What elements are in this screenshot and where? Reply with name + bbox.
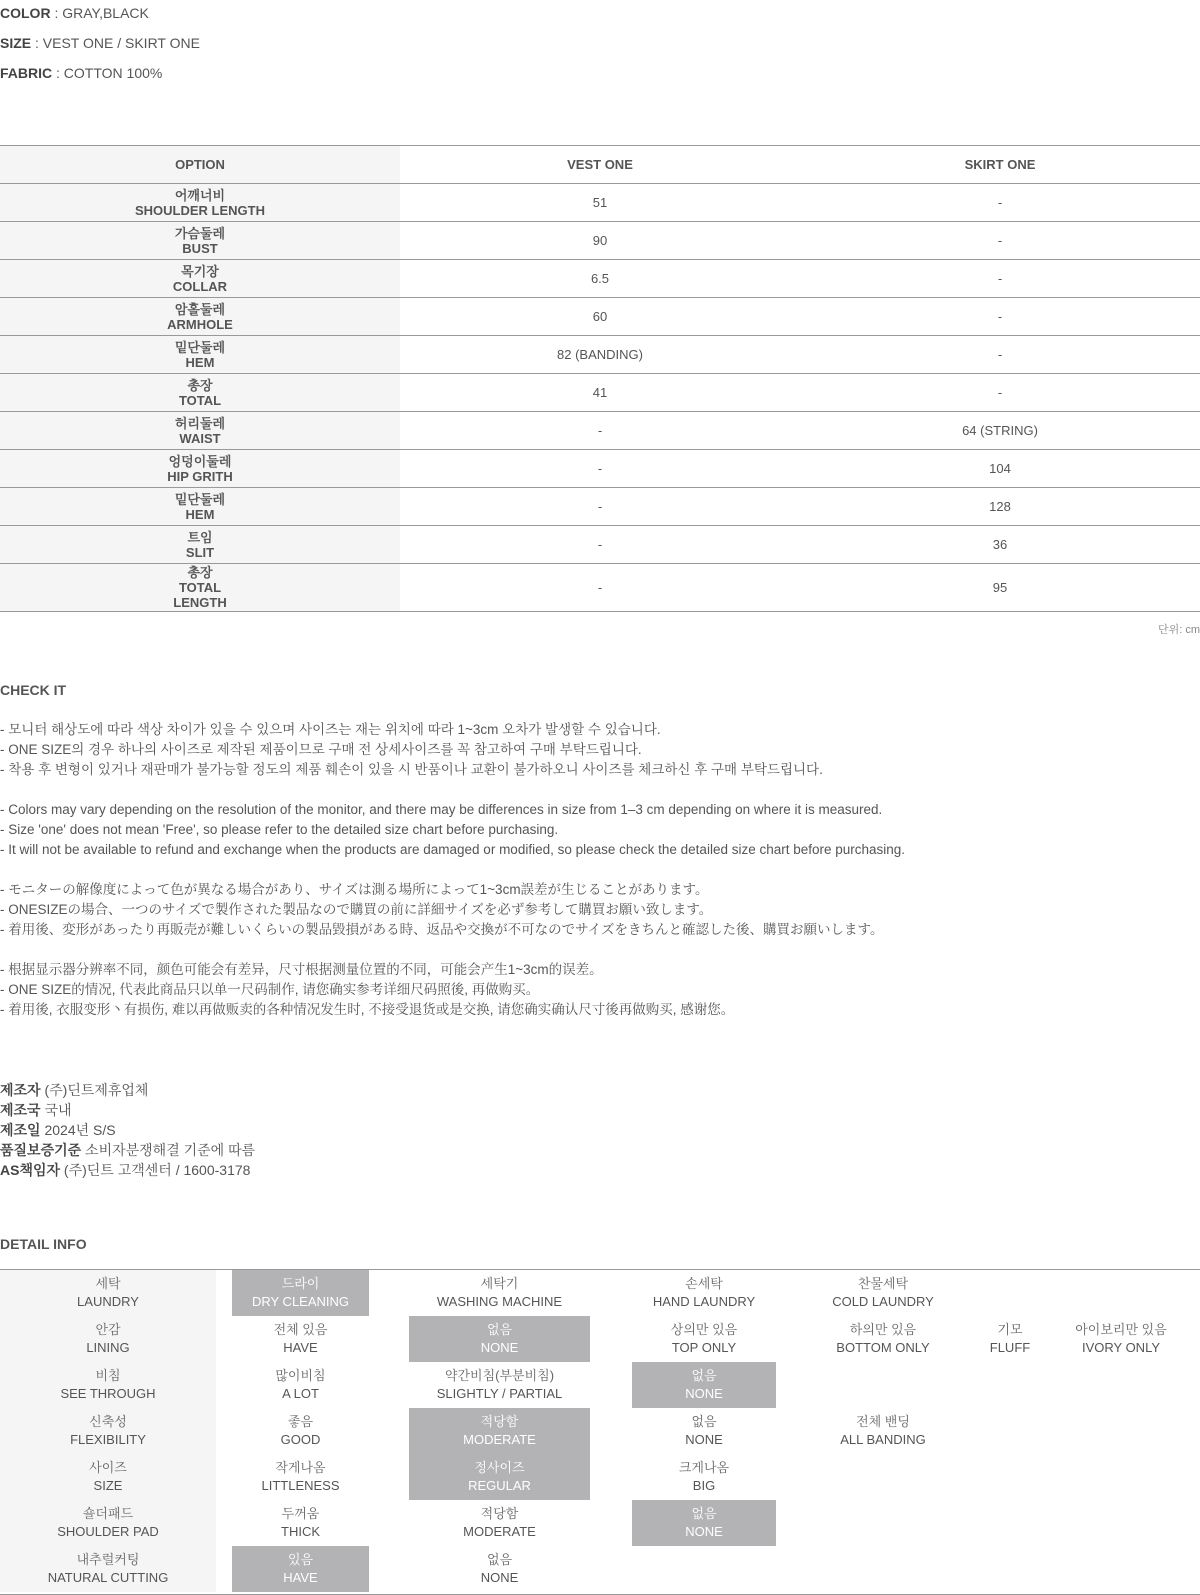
detail-option-en: A LOT: [282, 1386, 319, 1401]
note-group: [0, 800, 1200, 860]
note-line: - 着用後, 衣服变形丶有损伤, 难以再做贩卖的各种情况发生时, 不接受退货或是交换, 请您确实确认尺寸後再做购买, 感谢您。: [0, 1002, 735, 1017]
column-header-vest: VEST ONE: [400, 146, 800, 184]
table-row: [0, 222, 1200, 260]
check-it-notes: [0, 720, 1200, 1040]
spec-separator: :: [50, 5, 63, 21]
detail-option-ko: 전체 있음: [273, 1322, 328, 1337]
spec-label: FABRIC: [0, 65, 53, 81]
detail-option-ko: 기모: [997, 1322, 1023, 1337]
detail-option-en: WASHING MACHINE: [436, 1294, 563, 1309]
vest-value-cell: 51: [400, 184, 800, 222]
detail-option-en: FLUFF: [989, 1340, 1031, 1355]
detail-option-en: NONE: [685, 1432, 723, 1447]
skirt-value-cell: 95: [800, 564, 1200, 612]
detail-row-header: [0, 1362, 216, 1408]
detail-header-en: LINING: [86, 1340, 130, 1355]
note-line: - 根据显示器分辨率不同，颜色可能会有差异，尺寸根据测量位置的不同，可能会产生1~3cm的误差。: [0, 962, 603, 977]
detail-row-header: [0, 1500, 216, 1546]
option-cell: [0, 298, 400, 336]
detail-option-ko: 적당함: [480, 1506, 519, 1521]
maker-row: [0, 1160, 255, 1180]
detail-header-en: FLEXIBILITY: [70, 1432, 146, 1447]
detail-row-header: [0, 1546, 216, 1592]
maker-value: (주)딘트 고객센터 / 1600-3178: [63, 1162, 251, 1178]
detail-row: [0, 1408, 1200, 1454]
detail-option-en: REGULAR: [468, 1478, 531, 1493]
note-line: - Colors may vary depending on the resolution of the monitor, and there may be differences in size from 1–3 cm depending on where it is measured.: [0, 802, 883, 817]
detail-option-ko: 좋음: [287, 1414, 314, 1429]
detail-row: [0, 1454, 1200, 1500]
maker-row: [0, 1100, 255, 1120]
option-name-en: HEM: [185, 506, 215, 522]
maker-value: 국내: [44, 1102, 72, 1118]
note-line: - ONESIZEの場合、一つのサイズで製作された製品なので購買の前に詳細サイズを必ず参考して購買お願い致します。: [0, 902, 713, 917]
detail-option: [960, 1316, 1060, 1362]
detail-option-en: HAND LAUNDRY: [652, 1294, 756, 1309]
detail-option: [409, 1546, 590, 1592]
detail-option-en: TOP ONLY: [671, 1340, 737, 1355]
option-name-ko: 가슴둘레: [174, 225, 226, 241]
table-row: [0, 564, 1200, 612]
detail-option-en: ALL BANDING: [840, 1432, 926, 1447]
skirt-value-cell: -: [800, 222, 1200, 260]
maker-value: 소비자분쟁해결 기준에 따름: [85, 1142, 256, 1158]
option-cell: [0, 184, 400, 222]
spec-label: COLOR: [0, 5, 51, 21]
detail-option-en: BOTTOM ONLY: [836, 1340, 930, 1355]
detail-option: [632, 1454, 776, 1500]
option-name-ko: 어깨너비: [174, 187, 226, 203]
option-name-ko: 허리둘레: [174, 415, 226, 431]
maker-row: [0, 1120, 255, 1140]
detail-option-ko: 약간비침(부분비침): [444, 1368, 555, 1383]
skirt-value-cell: -: [800, 298, 1200, 336]
detail-option-ko: 적당함: [480, 1414, 519, 1429]
note-line: - 着用後、変形があったり再販売が難しいくらいの製品毀損がある時、返品や交換が不可なのでサイズをきちんと確認した後、購買お願いします。: [0, 922, 884, 937]
option-name-ko: 엉덩이둘레: [168, 453, 232, 469]
detail-row-header: [0, 1270, 216, 1316]
note-line: - It will not be available to refund and exchange when the products are damaged or modified, so please check the detailed size chart before purchasing.: [0, 842, 906, 857]
detail-option-en: BIG: [692, 1478, 716, 1493]
detail-option: [232, 1408, 369, 1454]
option-name-en: BUST: [182, 240, 218, 256]
detail-option: [409, 1362, 590, 1408]
vest-value-cell: -: [400, 526, 800, 564]
vest-value-cell: -: [400, 488, 800, 526]
detail-option-ko: 없음: [691, 1368, 717, 1383]
option-name-ko: 밑단둘레: [174, 491, 226, 507]
detail-option-ko: 하의만 있음: [849, 1322, 917, 1337]
maker-row: [0, 1080, 255, 1100]
spec-label: SIZE: [0, 35, 32, 51]
detail-row: [0, 1362, 1200, 1408]
option-cell: [0, 336, 400, 374]
table-row: [0, 336, 1200, 374]
detail-option: [232, 1316, 369, 1362]
maker-info: [0, 1080, 255, 1180]
option-name-ko: 총장: [187, 377, 213, 393]
column-header-skirt: SKIRT ONE: [800, 146, 1200, 184]
option-cell: [0, 412, 400, 450]
detail-option-selected: [409, 1454, 590, 1500]
detail-option-en: DRY CLEANING: [251, 1294, 350, 1309]
detail-info-grid: [0, 1269, 1200, 1595]
note-line: - ONE SIZE의 경우 하나의 사이즈로 제작된 제품이므로 구매 전 상세사이즈를 꼭 참고하여 구매 부탁드립니다.: [0, 742, 642, 757]
detail-option-en: LITTLENESS: [261, 1478, 340, 1493]
table-row: [0, 298, 1200, 336]
option-cell: [0, 564, 400, 612]
skirt-value-cell: -: [800, 374, 1200, 412]
spec-separator: :: [31, 35, 43, 51]
table-row: [0, 184, 1200, 222]
table-row: [0, 450, 1200, 488]
detail-option: [632, 1270, 776, 1316]
option-cell: [0, 260, 400, 298]
spec-size: [0, 34, 200, 52]
detail-header-en: LAUNDRY: [77, 1294, 139, 1309]
skirt-value-cell: 104: [800, 450, 1200, 488]
detail-option-en: NONE: [685, 1386, 723, 1401]
note-line: - 착용 후 변형이 있거나 재판매가 불가능할 정도의 제품 훼손이 있을 시 반품이나 교환이 불가하오니 사이즈를 체크하신 후 구매 부탁드립니다.: [0, 762, 823, 777]
detail-option-ko: 세탁기: [480, 1276, 519, 1291]
detail-option: [232, 1500, 369, 1546]
detail-option: [232, 1362, 369, 1408]
detail-option-ko: 없음: [691, 1506, 717, 1521]
note-line: - 모니터 해상도에 따라 색상 차이가 있을 수 있으며 사이즈는 재는 위치에 따라 1~3cm 오차가 발생할 수 있습니다.: [0, 722, 661, 737]
note-line: - ONE SIZE的情况, 代表此商品只以单一尺码制作, 请您确实参考详细尺码照後, 再做购买。: [0, 982, 540, 997]
table-row: [0, 412, 1200, 450]
detail-option-ko: 없음: [691, 1414, 717, 1429]
unit-label: 단위: cm: [1157, 624, 1200, 636]
detail-row: [0, 1316, 1200, 1362]
detail-header-ko: 세탁: [95, 1276, 121, 1291]
detail-option-ko: 전체 밴딩: [856, 1414, 910, 1429]
spec-fabric: [0, 64, 162, 82]
detail-option-en: NONE: [480, 1570, 519, 1585]
detail-option: [632, 1316, 776, 1362]
option-name-en: TOTAL: [178, 580, 222, 595]
detail-option-ko: 크게나옴: [678, 1460, 730, 1475]
option-cell: [0, 526, 400, 564]
skirt-value-cell: -: [800, 336, 1200, 374]
skirt-value-cell: 64 (STRING): [800, 412, 1200, 450]
detail-option: [806, 1316, 960, 1362]
detail-header-ko: 숄더패드: [82, 1506, 134, 1521]
check-it-title: CHECK IT: [0, 682, 67, 698]
detail-option-en: SLIGHTLY / PARTIAL: [436, 1386, 563, 1401]
maker-label: 제조일: [0, 1122, 41, 1138]
vest-value-cell: 6.5: [400, 260, 800, 298]
detail-option: [409, 1270, 590, 1316]
detail-option: [806, 1408, 960, 1454]
option-name-en: WAIST: [179, 430, 221, 446]
maker-label: AS책임자: [0, 1162, 61, 1178]
detail-header-ko: 신축성: [89, 1414, 127, 1429]
option-name-ko: 목기장: [181, 263, 219, 279]
option-name-ko: 암홀둘레: [174, 301, 226, 317]
detail-header-ko: 내추럴커팅: [76, 1552, 140, 1567]
option-name-en: SLIT: [185, 544, 215, 560]
maker-value: 2024년 S/S: [44, 1122, 116, 1138]
detail-option-en: IVORY ONLY: [1081, 1340, 1161, 1355]
detail-header-en: SIZE: [93, 1478, 123, 1493]
table-row: [0, 260, 1200, 298]
vest-value-cell: 90: [400, 222, 800, 260]
spec-color: [0, 4, 149, 22]
detail-option: [1060, 1316, 1182, 1362]
detail-header-ko: 비침: [95, 1368, 121, 1383]
skirt-value-cell: -: [800, 184, 1200, 222]
size-table-header-row: [0, 146, 1200, 184]
detail-option: [409, 1500, 590, 1546]
detail-header-en: SHOULDER PAD: [57, 1524, 159, 1539]
option-cell: [0, 222, 400, 260]
note-line: - モニターの解像度によって色が異なる場合があり、サイズは測る場所によって1~3cm誤差が生じることがあります。: [0, 882, 709, 897]
option-name-en: TOTAL: [178, 392, 222, 408]
vest-value-cell: -: [400, 412, 800, 450]
detail-option: [232, 1454, 369, 1500]
maker-row: [0, 1140, 255, 1160]
detail-option-en: COLD LAUNDRY: [832, 1294, 934, 1309]
detail-option-ko: 없음: [486, 1322, 513, 1337]
note-line: - Size 'one' does not mean 'Free', so please refer to the detailed size chart before purchasing.: [0, 822, 559, 837]
detail-option-ko: 드라이: [281, 1276, 320, 1291]
spec-separator: :: [52, 65, 64, 81]
detail-option-en: THICK: [281, 1524, 320, 1539]
detail-option-selected: [409, 1316, 590, 1362]
option-name-en: ARMHOLE: [167, 316, 233, 332]
option-name-en: COLLAR: [172, 278, 228, 294]
note-group: [0, 880, 1200, 940]
detail-option-en: MODERATE: [463, 1524, 536, 1539]
detail-option-en: GOOD: [280, 1432, 321, 1447]
option-name-en: HIP GRITH: [167, 468, 233, 484]
detail-option-selected: [409, 1408, 590, 1454]
spec-value: GRAY,BLACK: [62, 5, 149, 21]
detail-option-selected: [632, 1362, 776, 1408]
detail-option-en: HAVE: [283, 1340, 318, 1355]
vest-value-cell: 41: [400, 374, 800, 412]
skirt-value-cell: -: [800, 260, 1200, 298]
vest-value-cell: -: [400, 564, 800, 612]
table-row: [0, 526, 1200, 564]
detail-option-ko: 정사이즈: [474, 1460, 525, 1475]
detail-option-en: NONE: [480, 1340, 519, 1355]
option-cell: [0, 450, 400, 488]
size-table: [0, 145, 1200, 612]
detail-row-header: [0, 1316, 216, 1362]
skirt-value-cell: 36: [800, 526, 1200, 564]
detail-option-selected: [232, 1546, 369, 1592]
detail-header-en: SEE THROUGH: [60, 1386, 156, 1401]
option-name-ko: 트임: [187, 529, 213, 545]
table-row: [0, 374, 1200, 412]
maker-label: 제조국: [0, 1102, 41, 1118]
detail-option: [632, 1408, 776, 1454]
detail-option-ko: 있음: [287, 1552, 314, 1567]
detail-option: [806, 1270, 960, 1316]
detail-option-ko: 상의만 있음: [670, 1322, 738, 1337]
detail-option-selected: [232, 1270, 369, 1316]
option-name-ko: 밑단둘레: [174, 339, 226, 355]
detail-option-ko: 작게나옴: [275, 1460, 326, 1475]
detail-row: [0, 1500, 1200, 1546]
detail-option-ko: 아이보리만 있음: [1075, 1322, 1167, 1337]
maker-value: (주)딘트제휴업체: [44, 1082, 149, 1098]
detail-header-en: NATURAL CUTTING: [47, 1570, 169, 1585]
detail-header-ko: 사이즈: [89, 1460, 127, 1475]
spec-value: VEST ONE / SKIRT ONE: [42, 35, 200, 51]
detail-option-en: HAVE: [283, 1570, 318, 1585]
option-name-en: SHOULDER LENGTH: [135, 202, 265, 218]
maker-label: 품질보증기준: [0, 1142, 82, 1158]
vest-value-cell: -: [400, 450, 800, 488]
detail-option-en: MODERATE: [463, 1432, 536, 1447]
detail-option-ko: 없음: [486, 1552, 513, 1567]
spec-value: COTTON 100%: [63, 65, 163, 81]
option-cell: [0, 488, 400, 526]
detail-row-header: [0, 1408, 216, 1454]
detail-row-header: [0, 1454, 216, 1500]
option-name-ko: 총장: [187, 565, 213, 580]
option-cell: [0, 374, 400, 412]
detail-option-en: NONE: [685, 1524, 723, 1539]
column-header-option: OPTION: [0, 146, 400, 184]
option-name-en: HEM: [185, 354, 215, 370]
maker-label: 제조자: [0, 1082, 41, 1098]
detail-info-title: DETAIL INFO: [0, 1236, 87, 1252]
vest-value-cell: 60: [400, 298, 800, 336]
detail-option-ko: 손세탁: [685, 1276, 723, 1291]
vest-value-cell: 82 (BANDING): [400, 336, 800, 374]
skirt-value-cell: 128: [800, 488, 1200, 526]
detail-option-ko: 찬물세탁: [857, 1276, 909, 1291]
table-row: [0, 488, 1200, 526]
detail-option-selected: [632, 1500, 776, 1546]
detail-row: [0, 1546, 1200, 1592]
note-group: [0, 960, 1200, 1020]
detail-row: [0, 1270, 1200, 1316]
option-name-en: LENGTH: [173, 595, 227, 610]
detail-option-ko: 두꺼움: [281, 1506, 320, 1521]
detail-option-ko: 많이비침: [275, 1368, 326, 1383]
note-group: [0, 720, 1200, 780]
detail-header-ko: 안감: [95, 1322, 121, 1337]
